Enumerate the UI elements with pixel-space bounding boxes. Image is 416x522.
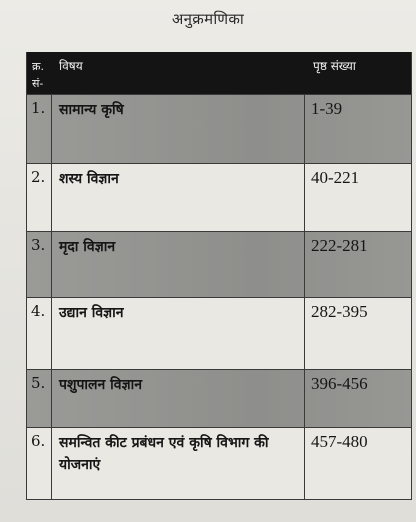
row-pages: 396-456 xyxy=(311,374,368,393)
row-number: 6. xyxy=(27,428,52,499)
row-number: 4. xyxy=(27,298,52,369)
row-pages: 282-395 xyxy=(311,302,368,321)
row-subject: मृदा विज्ञान xyxy=(52,232,305,297)
row-pages: 40-221 xyxy=(311,168,360,187)
table-row xyxy=(27,94,411,163)
row-subject: समन्वित कीट प्रबंधन एवं कृषि विभाग की योजनाएं xyxy=(52,428,305,499)
row-number: 2. xyxy=(27,164,52,231)
header-serial: क्र. सं- xyxy=(32,60,44,90)
row-subject: सामान्य कृषि xyxy=(52,95,305,163)
table-row xyxy=(27,231,411,297)
row-pages: 1-39 xyxy=(311,99,343,118)
table-row xyxy=(27,427,411,499)
header-subject: विषय xyxy=(59,59,83,73)
row-pages: 222-281 xyxy=(311,236,368,255)
row-pages: 457-480 xyxy=(311,432,368,451)
row-number: 3. xyxy=(27,232,52,297)
row-subject: पशुपालन विज्ञान xyxy=(52,370,305,427)
table-row xyxy=(27,297,411,369)
table-row xyxy=(27,369,411,427)
row-subject: उद्यान विज्ञान xyxy=(52,298,305,369)
row-number: 5. xyxy=(27,370,52,427)
table-row xyxy=(27,163,411,231)
row-subject: शस्य विज्ञान xyxy=(52,164,305,231)
contents-table xyxy=(26,52,412,500)
row-number: 1. xyxy=(27,95,52,163)
page-title: अनुक्रमणिका xyxy=(171,10,245,28)
table-header xyxy=(27,52,411,94)
header-pages: पृष्ठ संख्या xyxy=(313,59,356,73)
